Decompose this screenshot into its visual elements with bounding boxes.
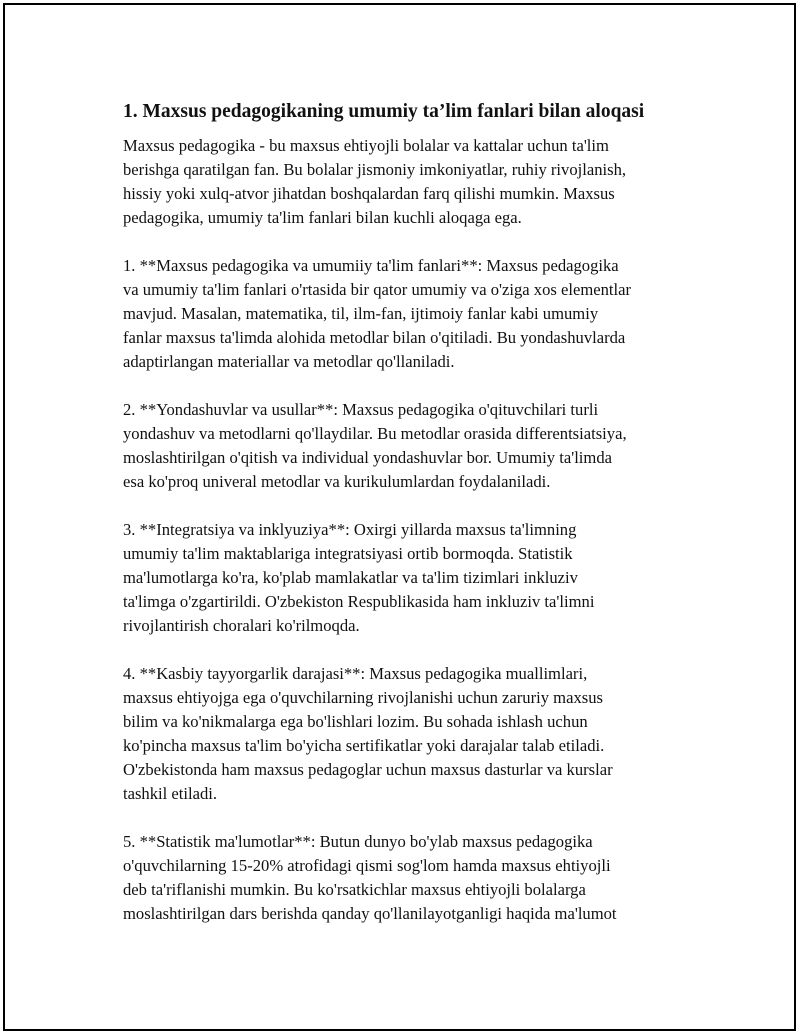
text-line: moslashtirilgan o'qitish va individual yondashuvlar bor. Umumiy ta'limda (123, 448, 612, 467)
text-line: umumiy ta'lim maktablariga integratsiyasi ortib bormoqda. Statistik (123, 544, 573, 563)
text-line: Maxsus pedagogika - bu maxsus ehtiyojli bolalar va kattalar uchun ta'lim (123, 136, 609, 155)
text-line: ko'pincha maxsus ta'lim bo'yicha sertifikatlar yoki darajalar talab etiladi. (123, 736, 605, 755)
text-line: ma'lumotlarga ko'ra, ko'plab mamlakatlar va ta'lim tizimlari inkluziv (123, 568, 578, 587)
text-line: yondashuv va metodlarni qo'llaydilar. Bu metodlar orasida differentsiatsiya, (123, 424, 627, 443)
paragraph (123, 518, 723, 638)
text-line: maxsus ehtiyojga ega o'quvchilarning rivojlanishi uchun zaruriy maxsus (123, 688, 603, 707)
text-line: ta'limga o'zgartirildi. O'zbekiston Respublikasida ham inkluziv ta'limni (123, 592, 595, 611)
text-line: 2. **Yondashuvlar va usullar**: Maxsus pedagogika o'qituvchilari turli (123, 400, 599, 419)
text-line: hissiy yoki xulq-atvor jihatdan boshqalardan farq qilishi mumkin. Maxsus (123, 184, 615, 203)
text-line: tashkil etiladi. (123, 784, 218, 803)
paragraph (123, 830, 723, 926)
text-line: deb ta'riflanishi mumkin. Bu ko'rsatkichlar maxsus ehtiyojli bolalarga (123, 880, 586, 899)
paragraph (123, 254, 723, 374)
paragraph-list (123, 134, 723, 926)
text-line: esa ko'proq univeral metodlar va kurikulumlardan foydalaniladi. (123, 472, 551, 491)
paragraph (123, 134, 723, 230)
section-title: 1. Maxsus pedagogikaning umumiy ta’lim fanlari bilan aloqasi (123, 101, 645, 122)
document-body (123, 99, 723, 950)
text-line: mavjud. Masalan, matematika, til, ilm-fan, ijtimoiy fanlar kabi umumiy (123, 304, 599, 323)
text-line: moslashtirilgan dars berishda qanday qo'llanilayotganligi haqida ma'lumot (123, 904, 617, 923)
text-line: 1. **Maxsus pedagogika va umumiiy ta'lim fanlari**: Maxsus pedagogika (123, 256, 619, 275)
text-line: 5. **Statistik ma'lumotlar**: Butun dunyo bo'ylab maxsus pedagogika (123, 832, 593, 851)
document-page (3, 3, 796, 1031)
text-line: berishga qaratilgan fan. Bu bolalar jismoniy imkoniyatlar, ruhiy rivojlanish, (123, 160, 627, 179)
text-line: rivojlantirish choralari ko'rilmoqda. (123, 616, 360, 635)
text-line: 4. **Kasbiy tayyorgarlik darajasi**: Maxsus pedagogika muallimlari, (123, 664, 588, 683)
text-line: va umumiy ta'lim fanlari o'rtasida bir qator umumiy va o'ziga xos elementlar (123, 280, 632, 299)
text-line: pedagogika, umumiy ta'lim fanlari bilan kuchli aloqaga ega. (123, 208, 522, 227)
paragraph (123, 662, 723, 806)
text-line: adaptirlangan materiallar va metodlar qo'llaniladi. (123, 352, 455, 371)
text-line: O'zbekistonda ham maxsus pedagoglar uchun maxsus dasturlar va kurslar (123, 760, 613, 779)
text-line: 3. **Integratsiya va inklyuziya**: Oxirgi yillarda maxsus ta'limning (123, 520, 577, 539)
text-line: fanlar maxsus ta'limda alohida metodlar bilan o'qitiladi. Bu yondashuvlarda (123, 328, 626, 347)
paragraph (123, 398, 723, 494)
text-line: o'quvchilarning 15-20% atrofidagi qismi sog'lom hamda maxsus ehtiyojli (123, 856, 611, 875)
text-line: bilim va ko'nikmalarga ega bo'lishlari lozim. Bu sohada ishlash uchun (123, 712, 588, 731)
